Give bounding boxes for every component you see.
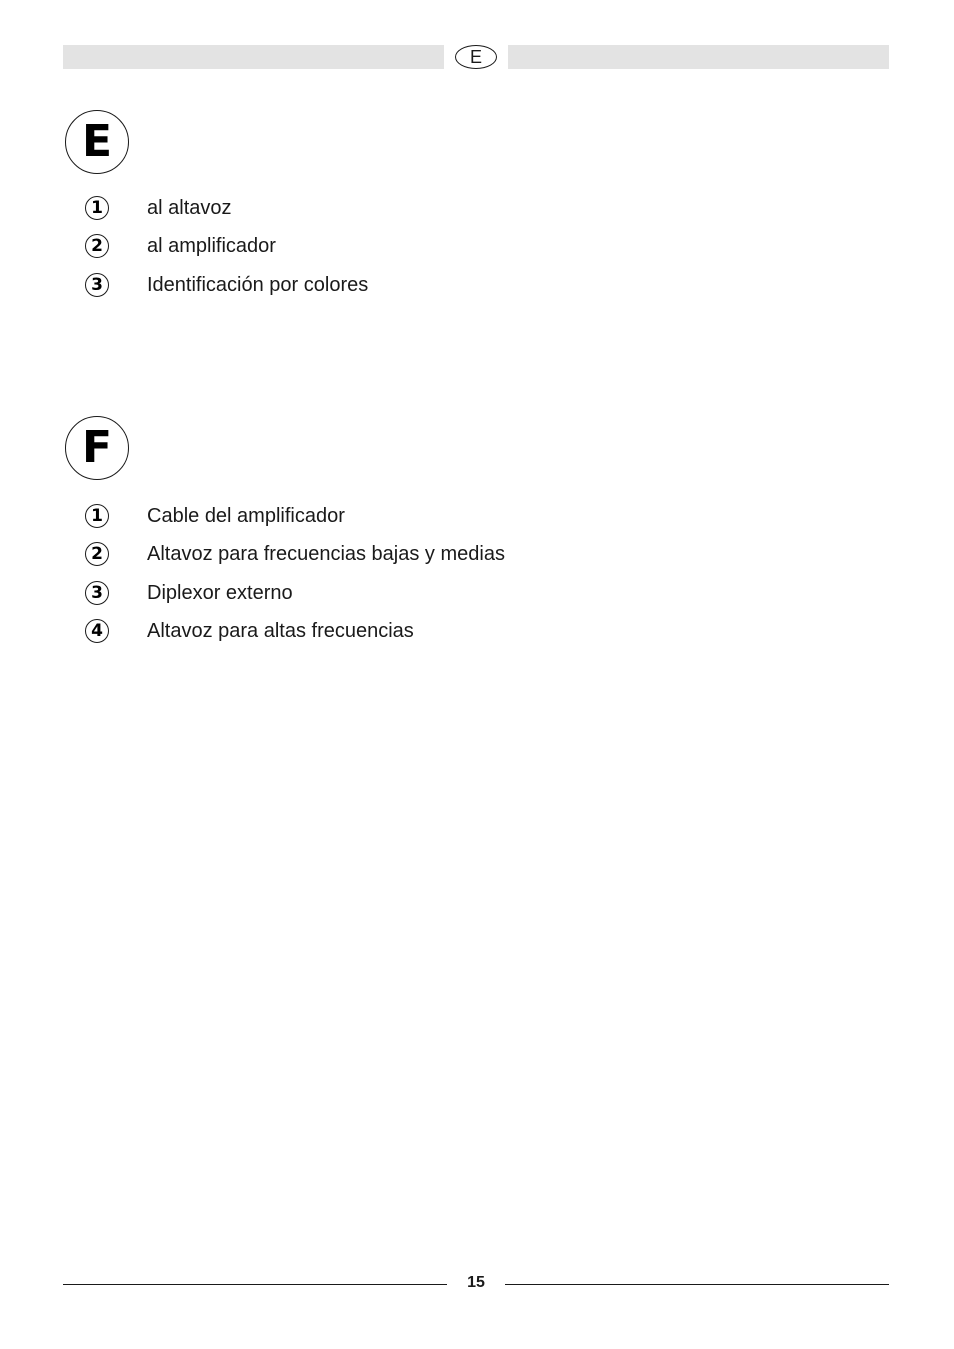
number-4-icon: 4 — [85, 619, 109, 643]
number-2-icon: 2 — [85, 542, 109, 566]
legend-item — [85, 618, 414, 644]
legend-item-text: Diplexor externo — [147, 582, 293, 604]
legend-item-text: Altavoz para altas frecuencias — [147, 620, 414, 642]
legend-item — [85, 541, 505, 567]
legend-item — [85, 503, 345, 529]
legend-item — [85, 272, 369, 298]
section-letter-f: F — [65, 416, 129, 480]
footer-rule-left — [63, 1284, 447, 1285]
legend-item-text: al amplificador — [147, 235, 276, 257]
section-letter-e: E — [65, 110, 129, 174]
legend-item — [85, 195, 232, 221]
footer-rule-right — [505, 1284, 889, 1285]
number-3-icon: 3 — [85, 581, 109, 605]
legend-item-text: Cable del amplificador — [147, 505, 345, 527]
legend-item — [85, 580, 293, 606]
legend-item-text: Altavoz para frecuencias bajas y medias — [147, 543, 505, 565]
number-2-icon: 2 — [85, 234, 109, 258]
number-1-icon: 1 — [85, 504, 109, 528]
language-badge: E — [455, 45, 497, 69]
page-number: 15 — [467, 1274, 485, 1291]
legend-item-text: al altavoz — [147, 197, 232, 219]
legend-item — [85, 233, 276, 259]
legend-item-text: Identificación por colores — [147, 274, 369, 296]
number-1-icon: 1 — [85, 196, 109, 220]
number-3-icon: 3 — [85, 273, 109, 297]
